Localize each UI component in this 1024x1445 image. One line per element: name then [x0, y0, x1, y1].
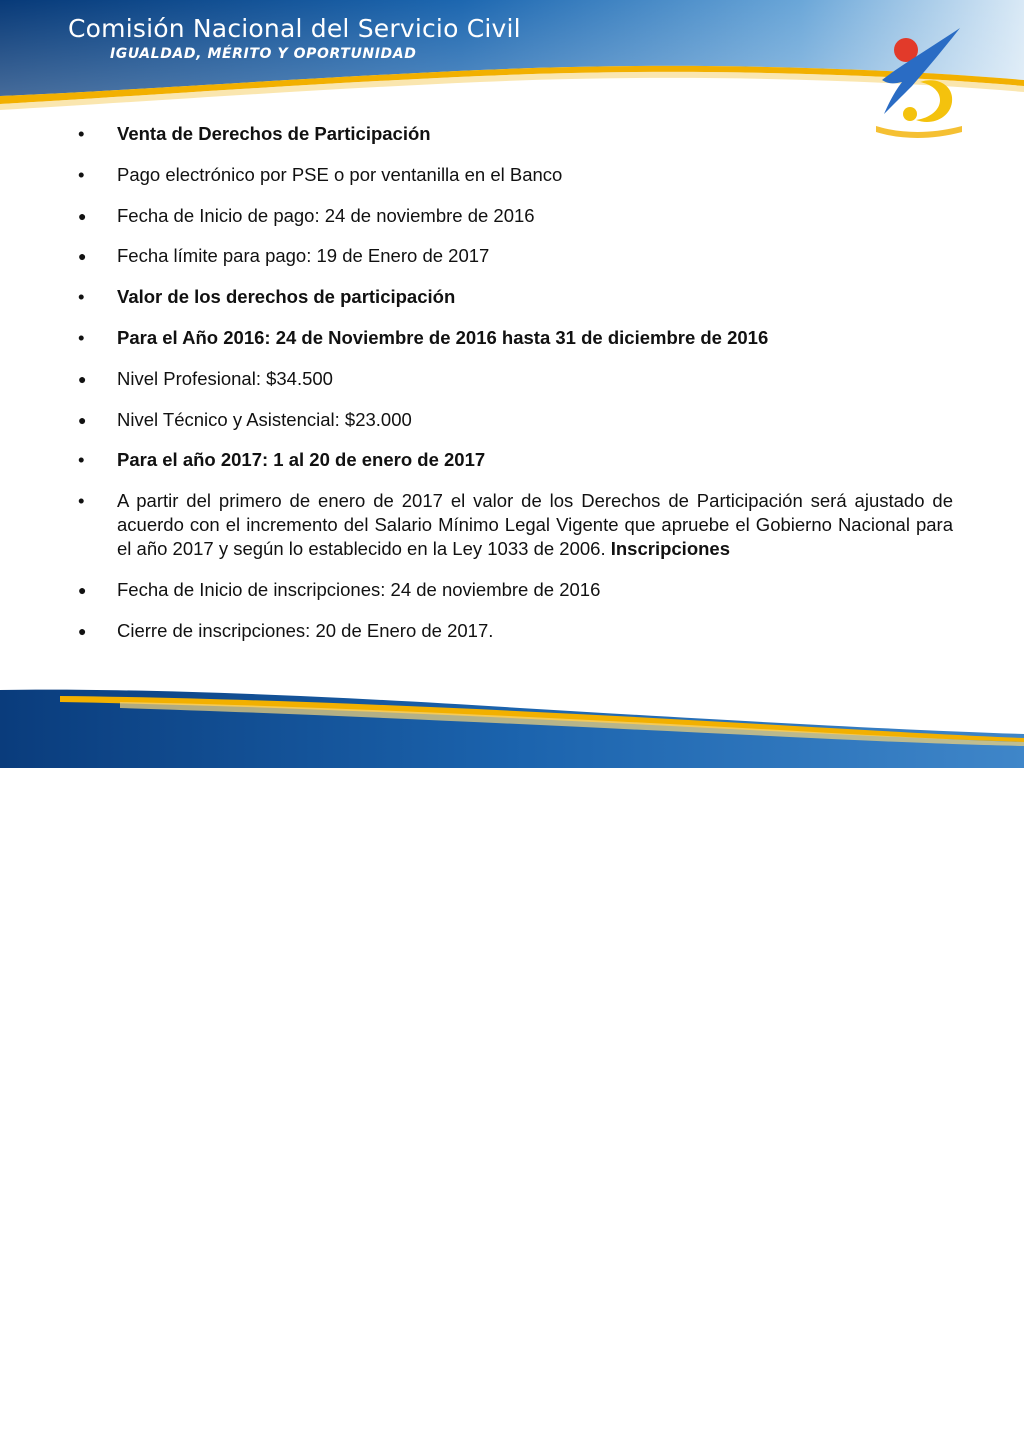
- bullet-icon: ●: [78, 207, 87, 224]
- list-item: [78, 163, 953, 187]
- bullet-icon: ●: [78, 248, 87, 265]
- website-link[interactable]: www.cnsc.gov.co: [12, 1407, 289, 1445]
- list-item-paragraph: [117, 489, 953, 561]
- footer-banner-graphic: [0, 680, 1024, 768]
- list-item-text: Fecha de Inicio de pago: 24 de noviembre de 2016: [117, 204, 535, 226]
- list-item: [78, 619, 953, 643]
- bullet-icon: •: [78, 449, 85, 471]
- list-item-text: Nivel Profesional: $34.500: [117, 367, 333, 389]
- list-item: [78, 448, 953, 472]
- list-item: [78, 408, 953, 432]
- list-item-text: Venta de Derechos de Participación: [117, 123, 431, 144]
- bullet-icon: ●: [78, 622, 87, 639]
- org-subtitle: IGUALDAD, MÉRITO Y OPORTUNIDAD: [110, 46, 417, 62]
- list-item: [78, 489, 953, 561]
- list-item-text: Fecha límite para pago: 19 de Enero de 2017: [117, 245, 490, 267]
- footer-banner: [0, 680, 1024, 1445]
- list-item-text: Fecha de Inicio de inscripciones: 24 de noviembre de 2016: [117, 578, 601, 600]
- list-item-text: Valor de los derechos de participación: [117, 286, 456, 308]
- list-item: [78, 285, 953, 309]
- org-title: Comisión Nacional del Servicio Civil: [68, 14, 521, 43]
- bullet-icon: •: [78, 163, 85, 185]
- inscripciones-heading: Inscripciones: [610, 538, 730, 560]
- bullet-icon: •: [78, 286, 85, 308]
- list-item: [78, 367, 953, 391]
- bullet-icon: •: [78, 123, 85, 144]
- list-item-text: Para el Año 2016: 24 de Noviembre de 2016 hasta 31 de diciembre de 2016: [117, 326, 769, 348]
- bullet-icon: ●: [78, 370, 87, 387]
- list-item: [78, 326, 953, 350]
- list-item-text: A partir del primero de enero de 2017 el valor de los Derechos de Participación será ajustado de acuerdo con el incremento del Salario Mínimo Legal Vigente que apruebe el Gobierno Nacional para el año 2017 y según lo establecido en la Ley 1033 de 2006.: [117, 490, 953, 560]
- list-item-text: Cierre de inscripciones: 20 de Enero de 2017.: [117, 619, 494, 641]
- bullet-icon: ●: [78, 581, 87, 598]
- bullet-icon: •: [78, 490, 85, 512]
- list-item: [78, 578, 953, 602]
- bullet-icon: •: [78, 326, 85, 348]
- list-item: [78, 244, 953, 268]
- list-item: [78, 204, 953, 228]
- list-item-text: Nivel Técnico y Asistencial: $23.000: [117, 408, 412, 430]
- bullet-icon: ●: [78, 411, 87, 428]
- list-item-text: Pago electrónico por PSE o por ventanilla en el Banco: [117, 163, 563, 185]
- slide-content: [78, 122, 953, 660]
- list-item: [78, 122, 953, 146]
- list-item-text: Para el año 2017: 1 al 20 de enero de 2017: [117, 449, 486, 471]
